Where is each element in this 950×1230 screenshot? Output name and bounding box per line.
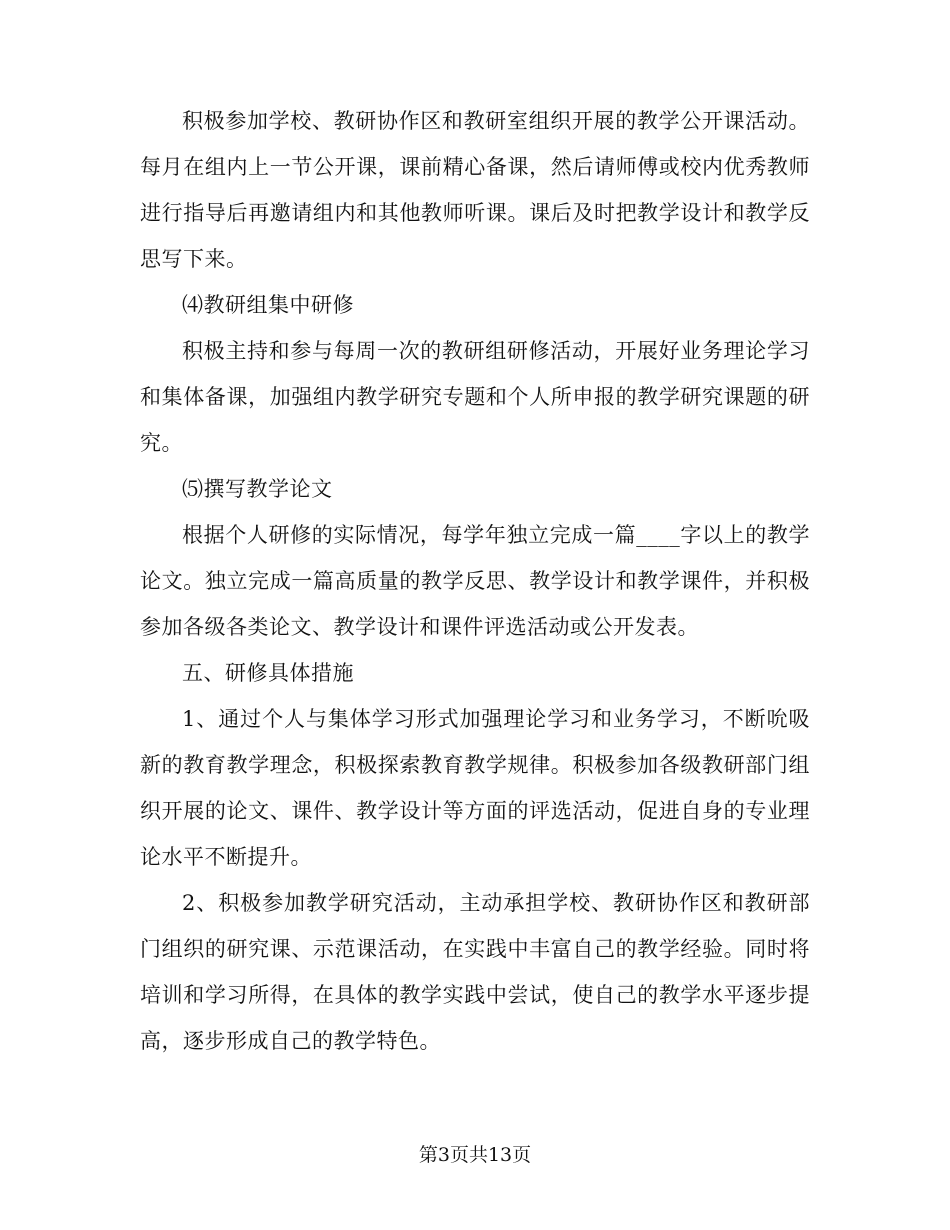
paragraph-teaching-paper: 根据个人研修的实际情况，每学年独立完成一篇____字以上的教学论文。独立完成一篇高质量的教学反思、教学设计和教学课件，并积极参加各级各类论文、教学设计和课件评选活动或公开发表。 — [140, 523, 810, 639]
heading-teaching-paper: ⑸撰写教学论文 — [182, 477, 333, 501]
heading-measures: 五、研修具体措施 — [182, 661, 354, 685]
paragraph-measure-1: 1、通过个人与集体学习形式加强理论学习和业务学习，不断吮吸新的教育教学理念，积极探索教育教学规律。积极参加各级教研部门组织开展的论文、课件、教学设计等方面的评选活动，促进自身的专业理论水平不断提升。 — [140, 707, 810, 869]
document-body — [140, 98, 810, 1064]
paragraph-measure-2: 2、积极参加教学研究活动，主动承担学校、教研协作区和教研部门组织的研究课、示范课活动，在实践中丰富自己的教学经验。同时将培训和学习所得，在具体的教学实践中尝试，使自己的教学水平逐步提高，逐步形成自己的教学特色。 — [140, 891, 810, 1053]
paragraph-open-class: 积极参加学校、教研协作区和教研室组织开展的教学公开课活动。每月在组内上一节公开课，课前精心备课，然后请师傅或校内优秀教师进行指导后再邀请组内和其他教师听课。课后及时把教学设计和教学反思写下来。 — [140, 109, 810, 271]
heading-group-study: ⑷教研组集中研修 — [182, 293, 354, 317]
paragraph-group-study: 积极主持和参与每周一次的教研组研修活动，开展好业务理论学习和集体备课，加强组内教学研究专题和个人所申报的教学研究课题的研究。 — [140, 339, 810, 455]
page-number-footer: 第3页共13页 — [418, 1144, 532, 1166]
